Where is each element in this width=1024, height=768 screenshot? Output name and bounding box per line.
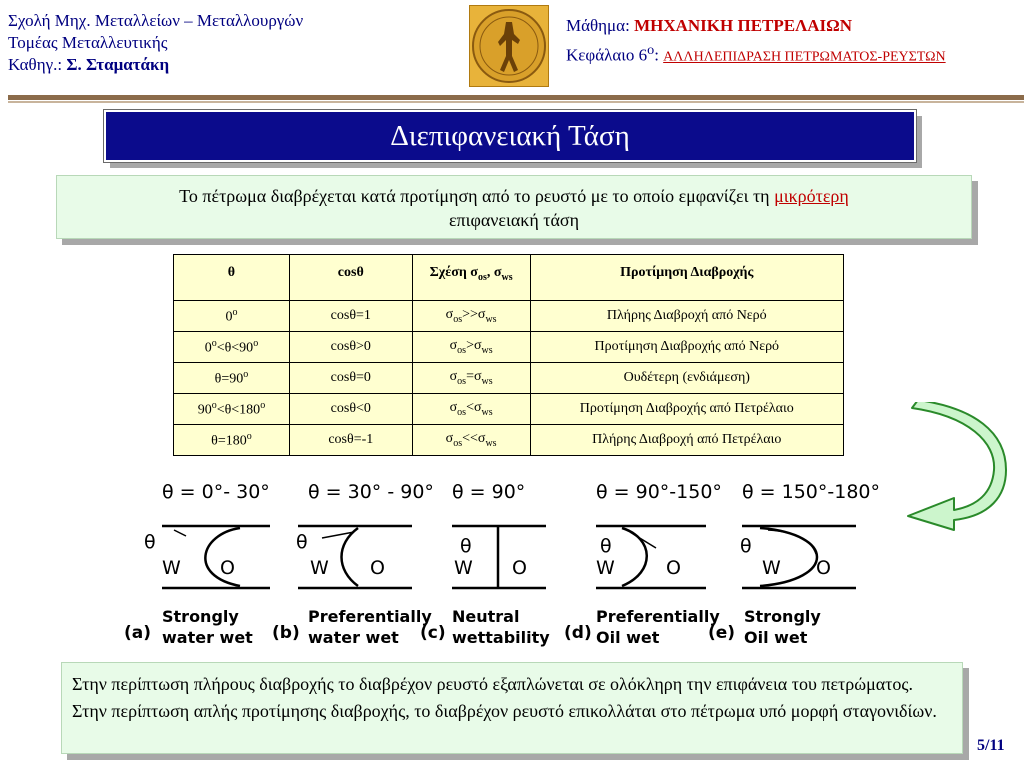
panel-a-caption-1: Strongly — [162, 607, 239, 626]
cell-cos: cosθ>0 — [289, 332, 412, 363]
cell-relation: $\sigma_{os}<\sigma_{ws}$ — [412, 394, 530, 425]
panel-e-oil: O — [816, 557, 831, 579]
panel-b-caption-2: water wet — [308, 628, 399, 647]
header-preference: Προτίμηση Διαβροχής — [530, 255, 843, 301]
header-course-block — [566, 14, 946, 70]
panel-a-angle: θ = 0°- 30° — [162, 481, 270, 503]
panel-e-water: W — [762, 557, 781, 579]
table-row — [174, 363, 844, 394]
university-seal-logo — [469, 5, 549, 87]
panel-c-caption-1: Neutral — [452, 607, 520, 626]
panel-c-theta: θ — [460, 535, 472, 557]
panel-b-letter: (b) — [272, 623, 300, 643]
cell-preference: Πλήρης Διαβροχή από Πετρέλαιο — [530, 425, 843, 456]
department-name: Τομέας Μεταλλευτικής — [8, 33, 168, 52]
panel-a-water: W — [162, 557, 181, 579]
panel-d-theta: θ — [600, 535, 612, 557]
panel-e-letter: (e) — [708, 623, 736, 643]
chapter-name: ΑΛΛΗΛΕΠΙΔΡΑΣΗ ΠΕΤΡΩΜΑΤΟΣ-ΡΕΥΣΤΩΝ — [663, 49, 946, 65]
cell-theta: $0^o<\theta<90^o$ — [174, 332, 290, 363]
header-theta: θ — [174, 255, 290, 301]
panel-e-angle: θ = 150°-180° — [742, 481, 881, 503]
header-school-block — [8, 10, 303, 76]
cell-preference: Προτίμηση Διαβροχής από Πετρέλαιο — [530, 394, 843, 425]
panel-b-water: W — [310, 557, 329, 579]
intro-highlight: μικρότερη — [774, 186, 849, 206]
panel-e-theta: θ — [740, 535, 752, 557]
wettability-table — [173, 254, 844, 456]
chapter-line — [566, 38, 946, 70]
cell-preference: Ουδέτερη (ενδιάμεση) — [530, 363, 843, 394]
slide-title: Διεπιφανειακή Τάση — [104, 110, 916, 162]
header-divider-light — [8, 101, 1024, 103]
curved-arrow-icon — [898, 402, 1010, 532]
chapter-prefix: Κεφάλαιο 6 — [566, 45, 648, 65]
intro-text-after: επιφανειακή τάση — [448, 210, 580, 230]
panel-c-letter: (c) — [420, 623, 446, 643]
panel-d-caption-1: Preferentially — [596, 607, 720, 626]
cell-relation: $\sigma_{os}=\sigma_{ws}$ — [412, 363, 530, 394]
panel-d-water: W — [596, 557, 615, 579]
panel-c-water: W — [454, 557, 473, 579]
conclusion-text: Στην περίπτωση πλήρους διαβροχής το διαβρέχον ρευστό εξαπλώνεται σε ολόκληρη την επιφάνεια του πετρώματος. Στην περίπτωση απλής προτίμησης διαβροχής, το διαβρέχον ρευστό επικολλάται στο πέτρωμα υπό μορφή σταγονιδίων. — [72, 674, 937, 721]
cell-preference: Προτίμηση Διαβροχής από Νερό — [530, 332, 843, 363]
professor-prefix: Καθηγ.: — [8, 55, 67, 74]
header-relation: Σχέση $\sigma_{os}$, $\sigma_{ws}$ — [412, 255, 530, 301]
course-line — [566, 14, 946, 38]
table-row — [174, 425, 844, 456]
conclusion-box — [61, 662, 963, 754]
panel-b-angle: θ = 30° - 90° — [308, 481, 434, 503]
panel-b-oil: O — [370, 557, 385, 579]
table-header-row — [174, 255, 844, 301]
panel-b-theta: θ — [296, 531, 308, 553]
cell-relation: $\sigma_{os}<<\sigma_{ws}$ — [412, 425, 530, 456]
school-name: Σχολή Μηχ. Μεταλλείων – Μεταλλουργών — [8, 11, 304, 30]
panel-a-theta: θ — [144, 531, 156, 553]
header-divider — [8, 95, 1024, 100]
panel-e-caption-1: Strongly — [744, 607, 821, 626]
panel-c-oil: O — [512, 557, 527, 579]
wettability-figure — [100, 466, 900, 658]
panel-e-caption-2: Oil wet — [744, 628, 808, 647]
table-row — [174, 332, 844, 363]
cell-theta: $\theta=180^o$ — [174, 425, 290, 456]
course-prefix: Μάθημα: — [566, 16, 635, 35]
cell-cos: cosθ=1 — [289, 301, 412, 332]
table-row — [174, 301, 844, 332]
panel-c-caption-2: wettability — [452, 628, 550, 647]
course-name: ΜΗΧΑΝΙΚΗ ΠΕΤΡΕΛΑΙΩΝ — [634, 16, 853, 35]
cell-theta: $90^o<\theta<180^o$ — [174, 394, 290, 425]
cell-cos: cosθ=0 — [289, 363, 412, 394]
panel-a-letter: (a) — [124, 623, 152, 643]
panel-d-angle: θ = 90°-150° — [596, 481, 722, 503]
cell-theta: $0^o$ — [174, 301, 290, 332]
panel-d-letter: (d) — [564, 623, 592, 643]
table-row — [174, 394, 844, 425]
header-cos: cosθ — [289, 255, 412, 301]
panel-a-caption-2: water wet — [162, 628, 253, 647]
panel-d-oil: O — [666, 557, 681, 579]
professor-name: Σ. Σταματάκη — [66, 55, 170, 74]
chapter-sup: ο — [647, 42, 655, 58]
panel-d-caption-2: Oil wet — [596, 628, 660, 647]
cell-preference: Πλήρης Διαβροχή από Νερό — [530, 301, 843, 332]
professor-line — [8, 54, 303, 76]
intro-box — [56, 175, 972, 239]
wettability-diagram — [100, 466, 900, 658]
cell-cos: cosθ=-1 — [289, 425, 412, 456]
cell-cos: cosθ<0 — [289, 394, 412, 425]
page-number: 5/11 — [977, 737, 1005, 754]
cell-relation: $\sigma_{os}>>\sigma_{ws}$ — [412, 301, 530, 332]
panel-c-angle: θ = 90° — [452, 481, 526, 503]
cell-theta: $\theta=90^o$ — [174, 363, 290, 394]
intro-text-before: Το πέτρωμα διαβρέχεται κατά προτίμηση από το ρευστό με το οποίο εμφανίζει τη — [179, 186, 775, 206]
panel-a-oil: O — [220, 557, 235, 579]
cell-relation: $\sigma_{os}>\sigma_{ws}$ — [412, 332, 530, 363]
panel-b-caption-1: Preferentially — [308, 607, 432, 626]
chapter-sep: : — [654, 45, 664, 65]
